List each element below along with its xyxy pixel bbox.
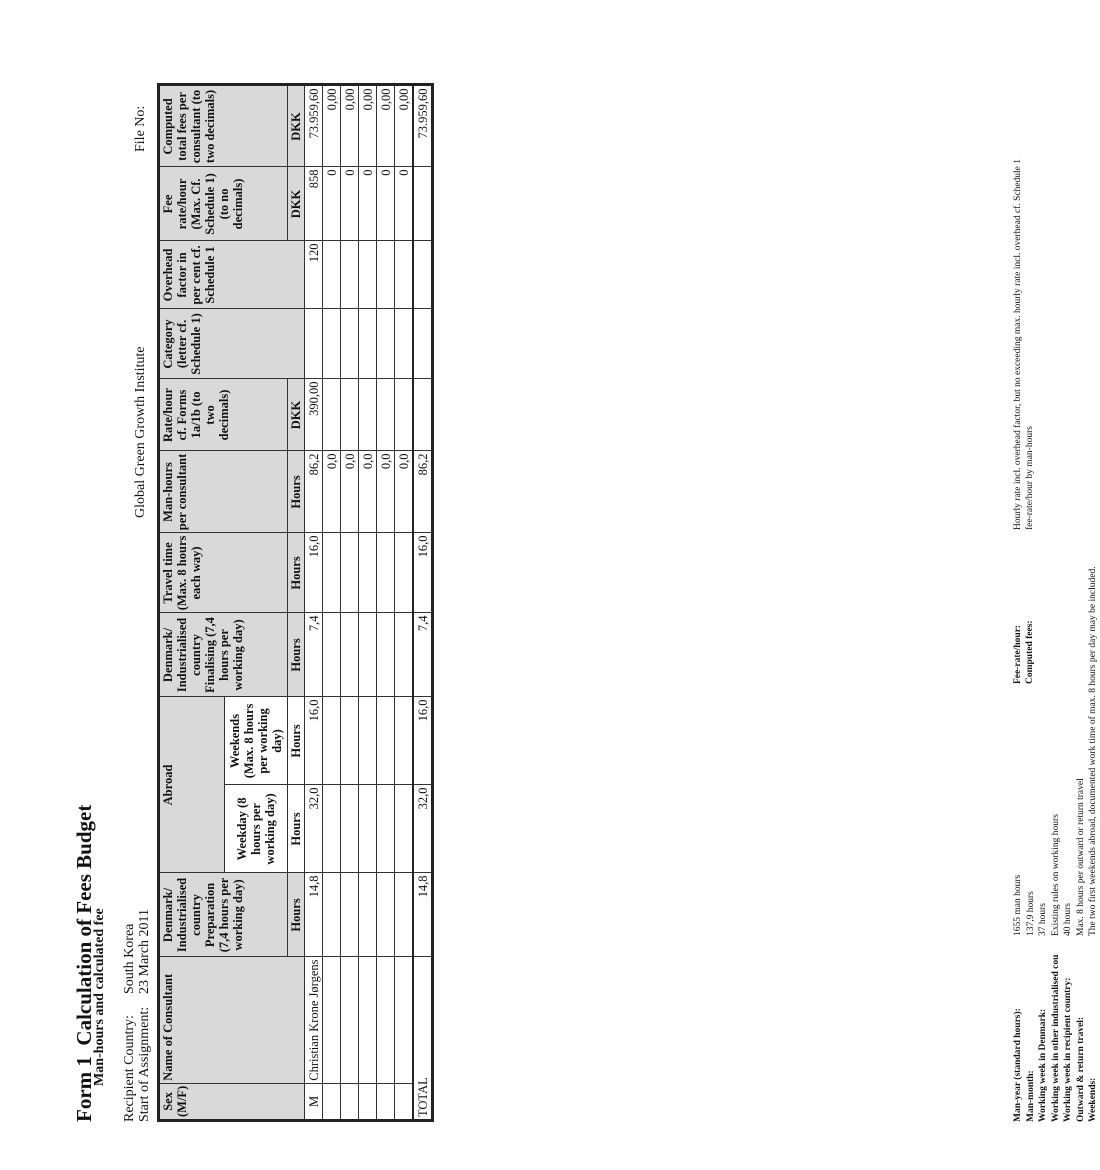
start-assignment-label: Start of Assignment: <box>137 1006 152 1122</box>
note-key: Working week in Denmark: <box>1038 1008 1048 1122</box>
cell-travel <box>359 533 377 613</box>
unit-weekends: Hours <box>288 697 305 785</box>
cell-weekday: 32,0 <box>305 785 323 873</box>
total-row <box>413 85 433 1121</box>
header-fee: Fee rate/hour (Max. Cf. Schedule 1) (to no decimals) <box>159 167 288 241</box>
cell-manhours: 0,0 <box>341 451 359 533</box>
cell-manhours: 0,0 <box>377 451 395 533</box>
cell-overhead <box>377 241 395 309</box>
cell-sex: M <box>305 1083 323 1120</box>
total-category <box>413 309 433 379</box>
cell-weekday <box>395 785 414 873</box>
total-travel: 16,0 <box>413 533 433 613</box>
cell-name <box>341 957 359 1083</box>
cell-manhours: 0,0 <box>395 451 414 533</box>
total-final: 7,4 <box>413 613 433 697</box>
cell-weekday <box>359 785 377 873</box>
header-row-1 <box>159 85 225 1121</box>
cell-manhours: 0,0 <box>323 451 341 533</box>
cell-weekends <box>341 697 359 785</box>
header-travel: Travel time (Max. 8 hours each way) <box>159 533 288 613</box>
total-overhead <box>413 241 433 309</box>
cell-prep <box>341 873 359 957</box>
form-number: Form 1 <box>72 1056 96 1122</box>
cell-manhours: 0,0 <box>359 451 377 533</box>
cell-travel: 16,0 <box>305 533 323 613</box>
cell-fee: 858 <box>305 167 323 241</box>
cell-prep <box>395 873 414 957</box>
cell-prep <box>377 873 395 957</box>
cell-rate <box>377 379 395 451</box>
note-value: 137,9 hours <box>1025 891 1036 936</box>
cell-prep: 14,8 <box>305 873 323 957</box>
unit-prep: Hours <box>288 873 305 957</box>
cell-rate <box>323 379 341 451</box>
unit-travel: Hours <box>288 533 305 613</box>
cell-final <box>377 613 395 697</box>
note-key: Man-year (standard hours): <box>1013 1008 1023 1122</box>
fee-rate-label: Fee-rate/hour: <box>1013 624 1023 684</box>
note-value: Max. 8 hours per outward or return travel <box>1075 778 1086 936</box>
header-prep: Denmark/ Industrialised country Preparation (7,4 hours per working day) <box>159 873 288 957</box>
cell-weekday <box>341 785 359 873</box>
cell-category <box>359 309 377 379</box>
cell-sex <box>395 1083 414 1120</box>
note-key: Working week in other industrialised cou <box>1050 954 1061 1122</box>
cell-computed: 0,00 <box>359 85 377 167</box>
cell-sex <box>341 1083 359 1120</box>
cell-name: Christian Krone Jørgens <box>305 957 323 1083</box>
cell-computed: 0,00 <box>395 85 414 167</box>
cell-rate: 390,00 <box>305 379 323 451</box>
note-value: The two first weekends abroad, documented work time of max. 8 hours per day may be included. <box>1088 566 1098 936</box>
cell-fee: 0 <box>323 167 341 241</box>
footnote-line-1: Hourly rate incl. overhead factor, but no exceeding max. hourly rate incl. overhead cf. Schedule 1 <box>1013 158 1023 530</box>
form-subtitle: Man-hours and calculated fee <box>92 908 107 1086</box>
cell-weekends <box>395 697 414 785</box>
cell-fee: 0 <box>359 167 377 241</box>
unit-weekday: Hours <box>288 785 305 873</box>
cell-computed: 0,00 <box>341 85 359 167</box>
computed-fees-label: Computed fees: <box>1025 620 1035 684</box>
cell-weekends <box>377 697 395 785</box>
note-value: 37 hours <box>1038 903 1048 936</box>
unit-final: Hours <box>288 613 305 697</box>
note-key: Man-month: <box>1025 1070 1036 1122</box>
unit-manhours: Hours <box>288 451 305 533</box>
total-fee <box>413 167 433 241</box>
cell-weekends <box>323 697 341 785</box>
cell-final <box>359 613 377 697</box>
cell-computed: 73.959,60 <box>305 85 323 167</box>
cell-sex <box>323 1083 341 1120</box>
cell-travel <box>323 533 341 613</box>
cell-overhead <box>359 241 377 309</box>
fees-budget-table <box>157 83 434 1122</box>
cell-category <box>305 309 323 379</box>
unit-fee: DKK <box>288 167 305 241</box>
cell-final <box>341 613 359 697</box>
cell-rate <box>341 379 359 451</box>
cell-manhours: 86,2 <box>305 451 323 533</box>
total-prep: 14,8 <box>413 873 433 957</box>
cell-category <box>377 309 395 379</box>
table-row <box>377 85 395 1121</box>
cell-fee: 0 <box>395 167 414 241</box>
cell-prep <box>359 873 377 957</box>
cell-final: 7,4 <box>305 613 323 697</box>
header-computed: Computed total fees per consultant (to two decimals) <box>159 85 288 167</box>
cell-weekends <box>359 697 377 785</box>
cell-overhead <box>341 241 359 309</box>
table-row <box>323 85 341 1121</box>
header-rate: Rate/hour cf. Forms 1a/1b (to two decimals) <box>159 379 288 451</box>
note-key: Outward & return travel: <box>1075 1016 1086 1122</box>
cell-category <box>341 309 359 379</box>
header-weekday: Weekday (8 hours per working day) <box>225 785 288 873</box>
unit-rate: DKK <box>288 379 305 451</box>
cell-name <box>359 957 377 1083</box>
note-value: 1655 man hours <box>1013 874 1023 936</box>
header-category: Category (letter cf. Schedule 1) <box>159 309 305 379</box>
cell-final <box>395 613 414 697</box>
header-weekends: Weekends (Max. 8 hours per working day) <box>225 697 288 785</box>
start-assignment-value: 23 March 2011 <box>137 908 152 994</box>
cell-weekday <box>323 785 341 873</box>
table-row <box>359 85 377 1121</box>
table-row <box>395 85 414 1121</box>
note-key: Weekends: <box>1088 1077 1098 1122</box>
cell-overhead <box>323 241 341 309</box>
cell-name <box>395 957 414 1083</box>
cell-weekday <box>377 785 395 873</box>
cell-prep <box>323 873 341 957</box>
cell-name <box>323 957 341 1083</box>
cell-sex <box>377 1083 395 1120</box>
table-row <box>305 85 323 1121</box>
total-rate <box>413 379 433 451</box>
header-abroad: Abroad <box>159 697 225 873</box>
cell-rate <box>359 379 377 451</box>
cell-category <box>323 309 341 379</box>
cell-travel <box>341 533 359 613</box>
header-final: Denmark/ Industrialised country Finalising (7,4 hours per working day) <box>159 613 288 697</box>
total-label: TOTAL <box>413 957 433 1121</box>
cell-travel <box>377 533 395 613</box>
note-value: 40 hours <box>1063 903 1073 936</box>
table-row <box>341 85 359 1121</box>
cell-sex <box>359 1083 377 1120</box>
recipient-country-label: Recipient Country: <box>122 1015 137 1122</box>
cell-fee: 0 <box>377 167 395 241</box>
header-name: Name of Consultant <box>159 957 305 1083</box>
total-weekday: 32,0 <box>413 785 433 873</box>
cell-computed: 0,00 <box>377 85 395 167</box>
cell-fee: 0 <box>341 167 359 241</box>
header-sex: Sex (M/F) <box>159 1083 305 1120</box>
cell-overhead <box>395 241 414 309</box>
file-no-label: File No: <box>133 105 148 152</box>
cell-name <box>377 957 395 1083</box>
note-value: Existing rules on working hours <box>1050 814 1061 936</box>
cell-overhead: 120 <box>305 241 323 309</box>
cell-weekends: 16,0 <box>305 697 323 785</box>
note-key: Working week in recipient country: <box>1063 977 1073 1122</box>
header-overhead: Overhead factor in per cent cf. Schedule 1 <box>159 241 305 309</box>
unit-computed: DKK <box>288 85 305 167</box>
cell-category <box>395 309 414 379</box>
cell-final <box>323 613 341 697</box>
total-manhours: 86,2 <box>413 451 433 533</box>
header-manhours: Man-hours per consultant <box>159 451 288 533</box>
cell-computed: 0,00 <box>323 85 341 167</box>
cell-travel <box>395 533 414 613</box>
total-weekends: 16,0 <box>413 697 433 785</box>
cell-rate <box>395 379 414 451</box>
recipient-country-value: South Korea <box>122 923 137 994</box>
total-computed: 73.959,60 <box>413 85 433 167</box>
form-title-text: Calculation of Fees Budget <box>72 804 96 1046</box>
footnote-line-2: fee-rate/hour by man-hours <box>1025 426 1035 530</box>
institute-name: Global Green Growth Institute <box>133 346 148 518</box>
